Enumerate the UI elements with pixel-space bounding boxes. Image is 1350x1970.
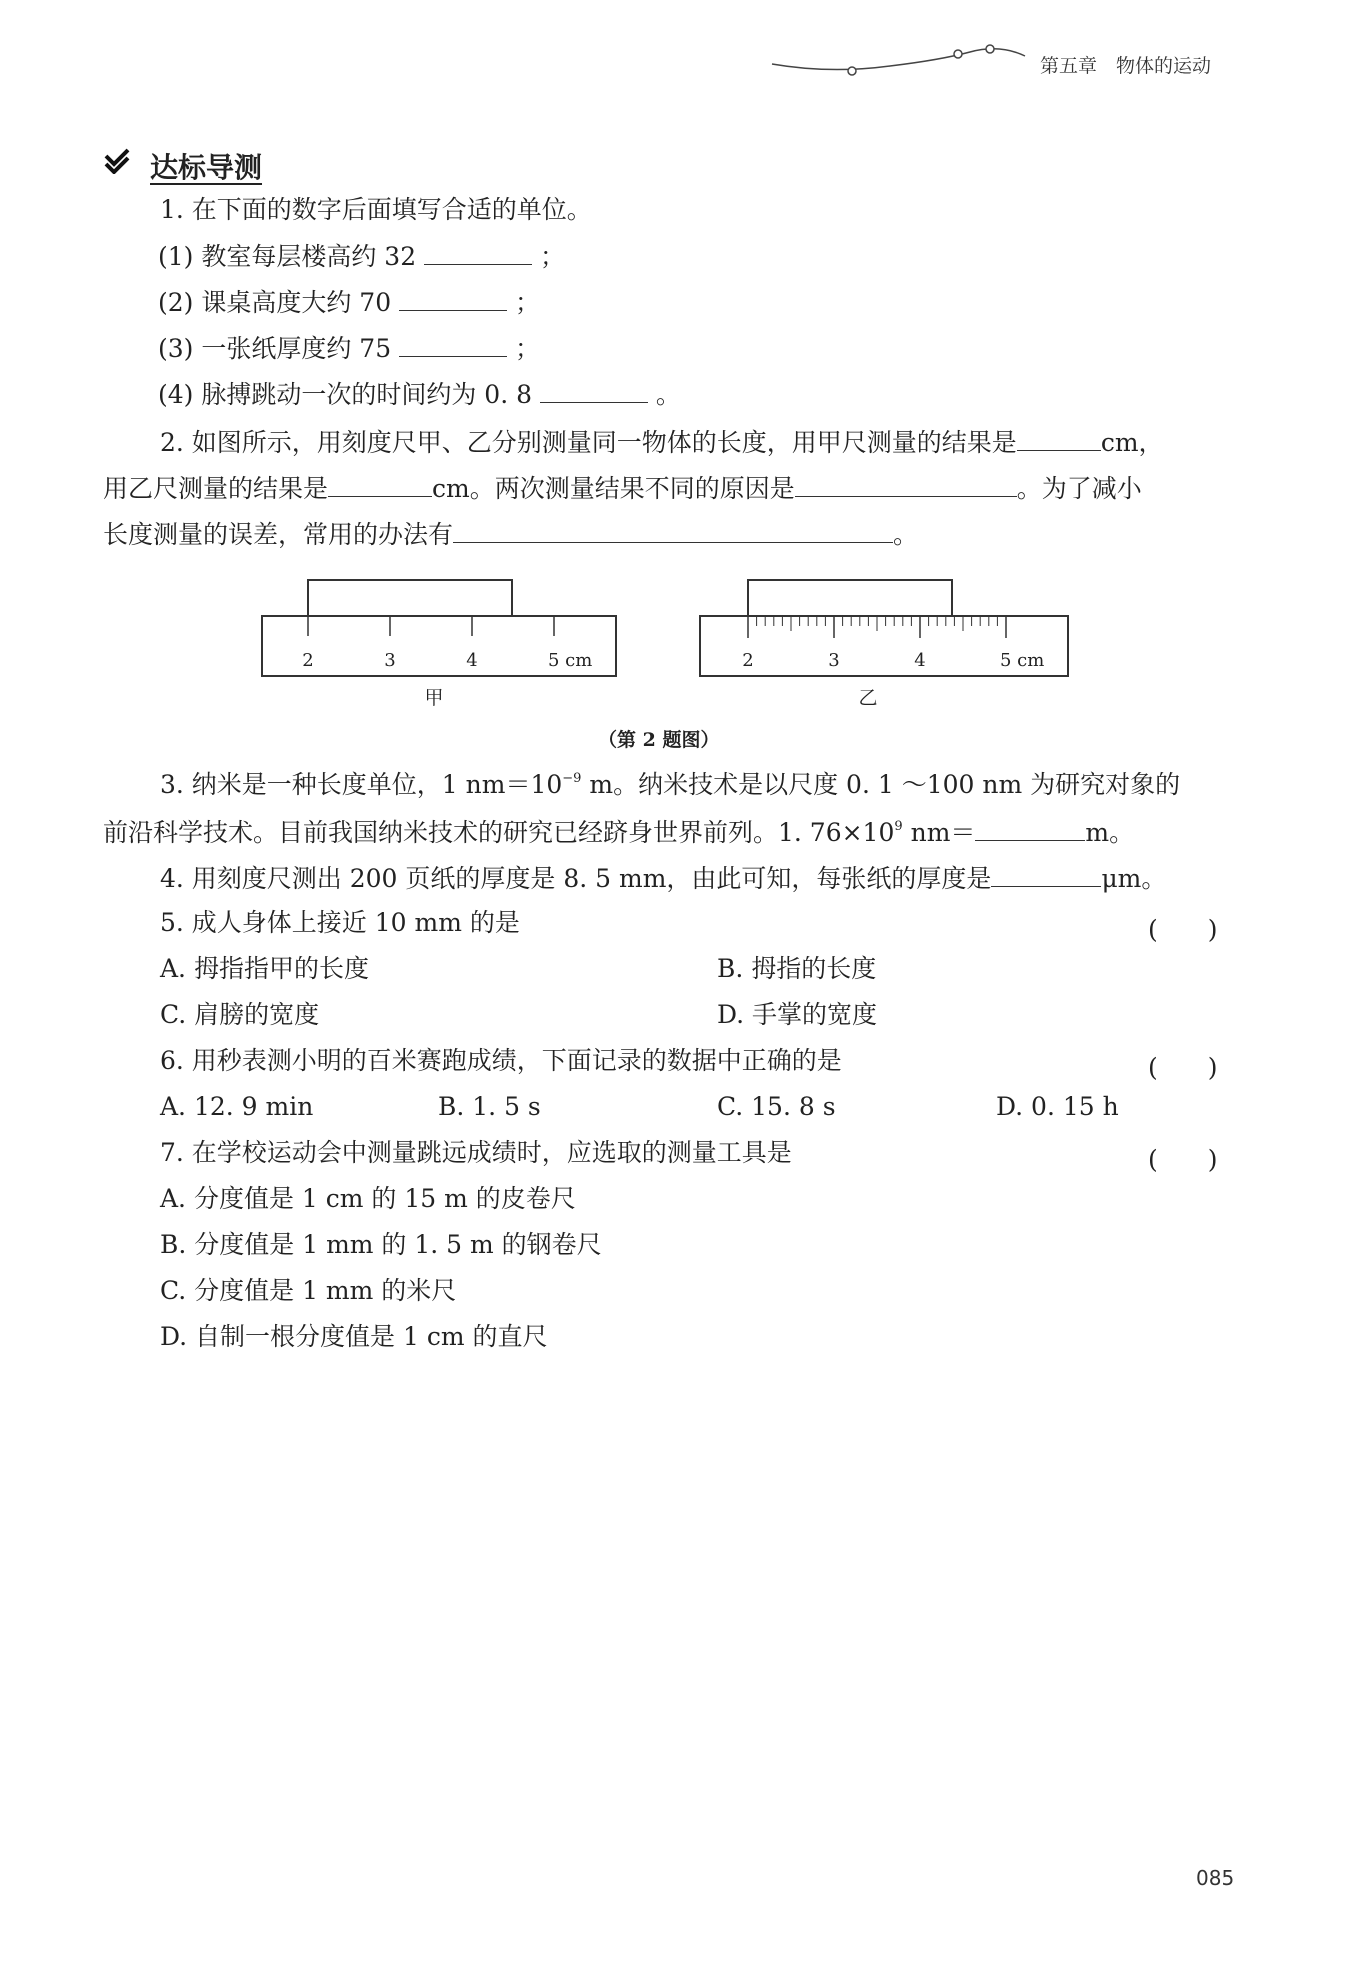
q5-answer-paren[interactable]: ( ): [1148, 915, 1218, 944]
answer-blank[interactable]: [399, 288, 507, 311]
q6-answer-paren[interactable]: ( ): [1148, 1053, 1218, 1082]
ruler-yi-tick-2: 2: [742, 650, 754, 671]
check-icon: [104, 148, 142, 174]
figure-caption: （第 2 题图）: [598, 729, 720, 751]
q4-line: 4. 用刻度尺测出 200 页纸的厚度是 8. 5 mm，由此可知，每张纸的厚度是 μm。: [160, 864, 1167, 893]
answer-blank[interactable]: [399, 334, 507, 357]
q6-option-d[interactable]: D. 0. 15 h: [996, 1092, 1119, 1121]
q7-option-c[interactable]: C. 分度值是 1 mm 的米尺: [160, 1276, 457, 1305]
answer-blank[interactable]: [1017, 428, 1101, 451]
q7-stem: 7. 在学校运动会中测量跳远成绩时，应选取的测量工具是: [160, 1138, 792, 1167]
q7-option-a[interactable]: A. 分度值是 1 cm 的 15 m 的皮卷尺: [160, 1184, 576, 1213]
q1-item-4: (4) 脉搏跳动一次的时间约为 0. 8 。: [158, 380, 681, 409]
ruler-jia-label: 甲: [424, 687, 444, 709]
measured-object: [308, 580, 512, 616]
q5-option-d[interactable]: D. 手掌的宽度: [717, 1000, 878, 1029]
q6-option-b[interactable]: B. 1. 5 s: [438, 1092, 541, 1121]
ruler-yi-tick-5: 5 cm: [1000, 650, 1045, 671]
q2-line-3: 长度测量的误差，常用的办法有 。: [103, 520, 919, 549]
measured-object: [748, 580, 952, 616]
q1-item-2: (2) 课桌高度大约 70 ；: [158, 288, 541, 317]
q1-item-3: (3) 一张纸厚度约 75 ；: [158, 334, 541, 363]
section-title: 达标导测: [150, 151, 263, 184]
ruler-yi-figure: [696, 574, 1076, 714]
header-decoration: [770, 40, 1030, 80]
q1-stem: 1. 在下面的数字后面填写合适的单位。: [160, 195, 592, 224]
q5-stem: 5. 成人身体上接近 10 mm 的是: [160, 908, 520, 937]
q1-item-1: (1) 教室每层楼高约 32 ；: [158, 242, 566, 271]
ruler-jia-figure: [258, 574, 628, 714]
page-number: 085: [1196, 1866, 1235, 1890]
answer-blank[interactable]: [795, 474, 1017, 497]
ruler-jia-tick-2: 2: [302, 650, 314, 671]
q6-option-c[interactable]: C. 15. 8 s: [717, 1092, 836, 1121]
q6-stem: 6. 用秒表测小明的百米赛跑成绩，下面记录的数据中正确的是: [160, 1046, 842, 1075]
q7-option-b[interactable]: B. 分度值是 1 mm 的 1. 5 m 的钢卷尺: [160, 1230, 602, 1259]
q5-option-c[interactable]: C. 肩膀的宽度: [160, 1000, 320, 1029]
answer-blank[interactable]: [453, 520, 893, 543]
ruler-jia-tick-3: 3: [384, 650, 396, 671]
ruler-yi-tick-4: 4: [914, 650, 926, 671]
q6-option-a[interactable]: A. 12. 9 min: [160, 1092, 314, 1121]
answer-blank[interactable]: [540, 380, 648, 403]
q3-line-1: 3. 纳米是一种长度单位，1 $nm=10^{-9}$ m。纳米技术是以尺度 0. 1 ～100 nm 为研究对象的: [160, 770, 1181, 799]
q2-line-1: 2. 如图所示，用刻度尺甲、乙分别测量同一物体的长度，用甲尺测量的结果是 cm，: [160, 428, 1164, 457]
ruler-yi-label: 乙: [858, 687, 878, 709]
ruler-yi-tick-3: 3: [828, 650, 840, 671]
q7-option-d[interactable]: D. 自制一根分度值是 1 cm 的直尺: [160, 1322, 548, 1351]
ruler-jia-tick-5: 5 cm: [548, 650, 593, 671]
chapter-title: 第五章 物体的运动: [1040, 55, 1212, 77]
q5-option-b[interactable]: B. 拇指的长度: [717, 954, 877, 983]
answer-blank[interactable]: [424, 242, 532, 265]
q3-line-2: 前沿科学技术。目前我国纳米技术的研究已经跻身世界前列。1. $76\times 10^9$ nm＝ m。: [103, 818, 1135, 847]
answer-blank[interactable]: [975, 818, 1085, 841]
q5-option-a[interactable]: A. 拇指指甲的长度: [160, 954, 369, 983]
q2-line-2: 用乙尺测量的结果是 cm。两次测量结果不同的原因是 。为了减小: [103, 474, 1142, 503]
answer-blank[interactable]: [991, 864, 1101, 887]
q7-answer-paren[interactable]: ( ): [1148, 1145, 1218, 1174]
ruler-jia-tick-4: 4: [466, 650, 478, 671]
answer-blank[interactable]: [328, 474, 432, 497]
